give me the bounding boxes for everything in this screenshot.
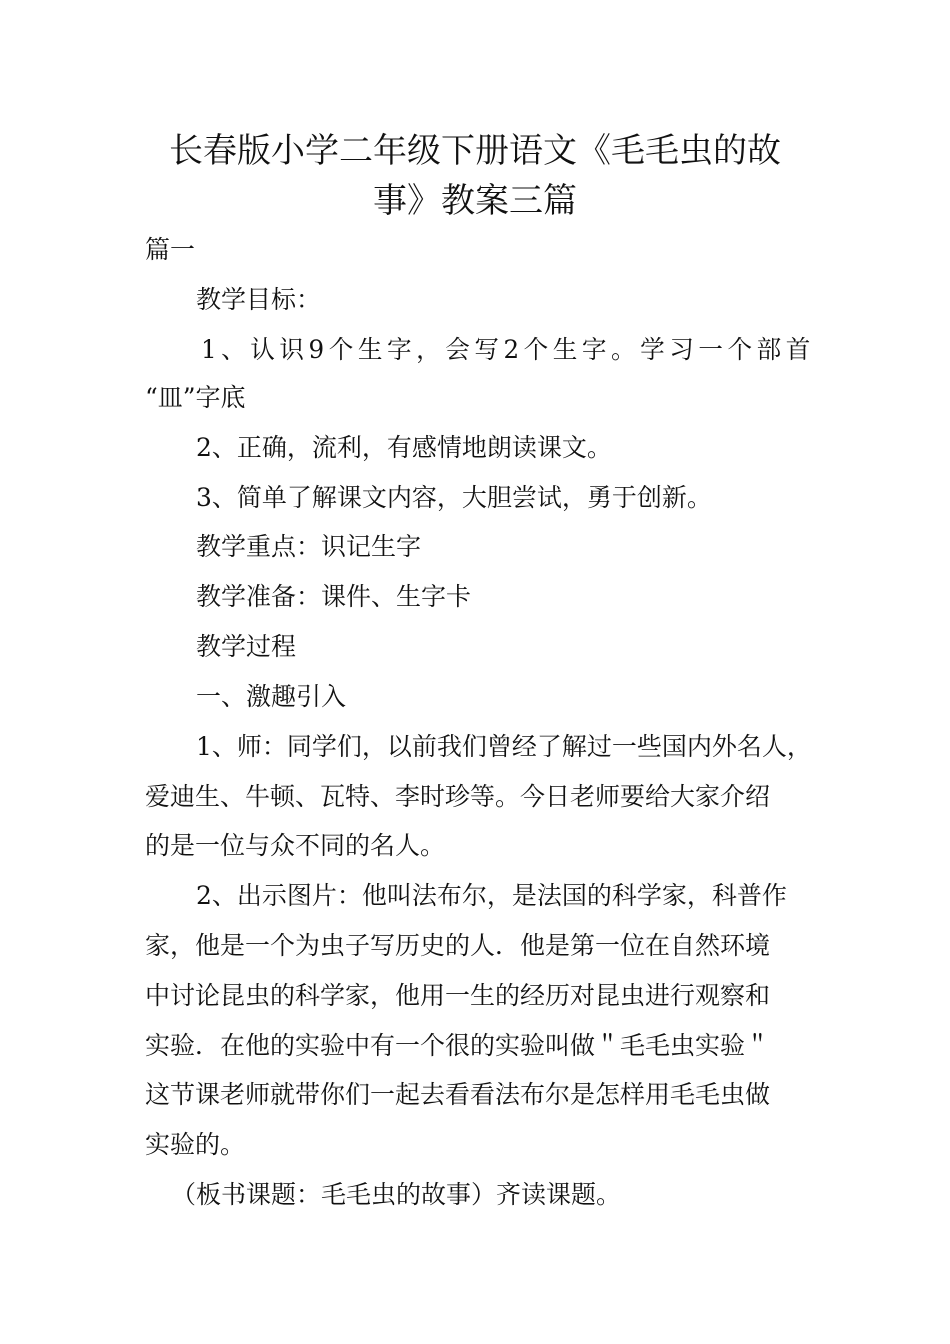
document-title-line-1: 长春版小学二年级下册语文《毛毛虫的故: [169, 131, 781, 171]
paragraph-text-line: 家，他是一个为虫子写历史的人．他是第一位在自然环境: [145, 931, 771, 960]
paragraph-preparation: 教学准备：课件、生字卡: [196, 582, 472, 611]
paragraph-text-line: 爱迪生、牛顿、瓦特、李时珍等。今日老师要给大家介绍: [145, 782, 771, 811]
paragraph-text-line: 实验的。: [145, 1130, 246, 1159]
paragraph-goal-1-continued: “皿”字底: [145, 383, 246, 412]
paragraph-text-line: 的是一位与众不同的名人。: [145, 831, 446, 860]
paragraph-text-line: 中讨论昆虫的科学家，他用一生的经历对昆虫进行观察和: [145, 981, 771, 1010]
paragraph-goal-2: 2、正确，流利，有感情地朗读课文。: [196, 433, 612, 462]
section-heading: 篇一: [145, 235, 196, 264]
paragraph-text-line: 实验．在他的实验中有一个很的实验叫做＂毛毛虫实验＂: [145, 1031, 771, 1060]
paragraph-blackboard-title: （板书课题：毛毛虫的故事）齐读课题。: [171, 1180, 622, 1209]
paragraph-process-heading: 教学过程: [196, 632, 297, 661]
paragraph-goal-1: 1、认识9个生字，会写2个生字。学习一个部首: [201, 335, 815, 364]
paragraph-text-line: 这节课老师就带你们一起去看看法布尔是怎样用毛毛虫做: [145, 1080, 771, 1109]
document-title-line-2: 事》教案三篇: [373, 181, 577, 221]
paragraph-text-line: 2、出示图片：他叫法布尔，是法国的科学家，科普作: [196, 881, 787, 910]
paragraph-key-point: 教学重点：识记生字: [196, 532, 422, 561]
paragraph-goal-3: 3、简单了解课文内容，大胆尝试，勇于创新。: [196, 483, 712, 512]
paragraph-teaching-goals-heading: 教学目标：: [196, 285, 322, 314]
paragraph-step-1-heading: 一、激趣引入: [196, 682, 347, 711]
paragraph-text-line: 1、师：同学们，以前我们曾经了解过一些国内外名人，: [196, 732, 812, 761]
